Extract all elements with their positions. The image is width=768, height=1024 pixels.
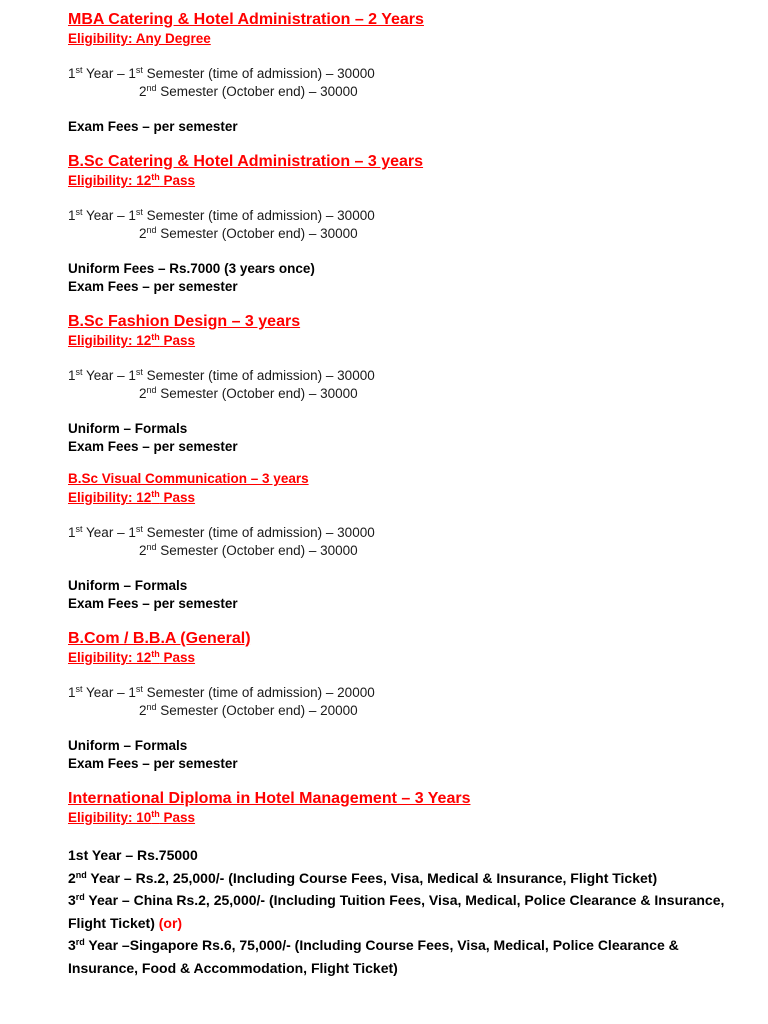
- section-bcom-bba: [68, 629, 748, 789]
- eligibility: Eligibility: 12th Pass: [68, 649, 196, 665]
- eligibility: Eligibility: Any Degree: [68, 31, 211, 46]
- fee-note: Exam Fees – per semester: [68, 119, 238, 134]
- fee-note: Exam Fees – per semester: [68, 279, 238, 294]
- fee-line-second-semester: 2nd Semester (October end) – 30000: [139, 83, 358, 99]
- course-title: B.Sc Catering & Hotel Administration – 3 years: [68, 153, 424, 170]
- fee-line-first-semester: 1st Year – 1st Semester (time of admission) – 30000: [68, 207, 375, 223]
- fee-line-first-semester: 1st Year – 1st Semester (time of admission) – 30000: [68, 65, 375, 81]
- fee-schedule-document: [68, 10, 748, 979]
- eligibility: Eligibility: 10th Pass: [68, 809, 196, 825]
- fee-line-first-semester: 1st Year – 1st Semester (time of admission) – 30000: [68, 524, 375, 540]
- fee-line-second-semester: 2nd Semester (October end) – 30000: [139, 225, 358, 241]
- fee-note: Uniform – Formals: [68, 421, 188, 436]
- section-bsc-catering: [68, 152, 748, 312]
- fee-line-second-semester: 2nd Semester (October end) – 30000: [139, 542, 358, 558]
- fee-line-first-semester: 1st Year – 1st Semester (time of admission) – 30000: [68, 367, 375, 383]
- intl-fee-first-year: 1st Year – Rs.75000: [68, 847, 198, 863]
- section-bsc-fashion-design: [68, 312, 748, 469]
- course-title: B.Sc Visual Communication – 3 years: [68, 471, 309, 486]
- intl-fee-lines: [68, 844, 748, 979]
- course-title: B.Sc Fashion Design – 3 years: [68, 313, 301, 330]
- or-label: (or): [158, 914, 183, 931]
- intl-fee-second-year: 2nd Year – Rs.2, 25,000/- (Including Course Fees, Visa, Medical & Insurance, Flight Ticket): [68, 869, 658, 886]
- fee-note: Uniform – Formals: [68, 578, 188, 593]
- eligibility: Eligibility: 12th Pass: [68, 172, 196, 188]
- section-international-diploma: [68, 789, 748, 979]
- fee-note: Uniform Fees – Rs.7000 (3 years once): [68, 261, 315, 276]
- fee-note: Exam Fees – per semester: [68, 756, 238, 771]
- eligibility: Eligibility: 12th Pass: [68, 489, 196, 505]
- intl-fee-third-year-china: 3rd Year – China Rs.2, 25,000/- (Including Tuition Fees, Visa, Medical, Police Clearance & Insurance, Flight Ticket) (or): [68, 892, 725, 931]
- section-bsc-visual-communication: [68, 469, 748, 629]
- eligibility: Eligibility: 12th Pass: [68, 332, 196, 348]
- fee-note: Uniform – Formals: [68, 738, 188, 753]
- course-title: International Diploma in Hotel Management – 3 Years: [68, 790, 471, 807]
- section-mba: [68, 10, 748, 152]
- fee-line-second-semester: 2nd Semester (October end) – 20000: [139, 702, 358, 718]
- fee-line-first-semester: 1st Year – 1st Semester (time of admission) – 20000: [68, 684, 375, 700]
- intl-fee-third-year-singapore: 3rd Year –Singapore Rs.6, 75,000/- (Including Course Fees, Visa, Medical, Police Clearance & Insurance, Food & Accommodation, Flight Ticket): [68, 937, 679, 976]
- fee-note: Exam Fees – per semester: [68, 596, 238, 611]
- fee-line-second-semester: 2nd Semester (October end) – 30000: [139, 385, 358, 401]
- course-title: MBA Catering & Hotel Administration – 2 Years: [68, 11, 424, 28]
- fee-note: Exam Fees – per semester: [68, 439, 238, 454]
- course-title: B.Com / B.B.A (General): [68, 630, 251, 647]
